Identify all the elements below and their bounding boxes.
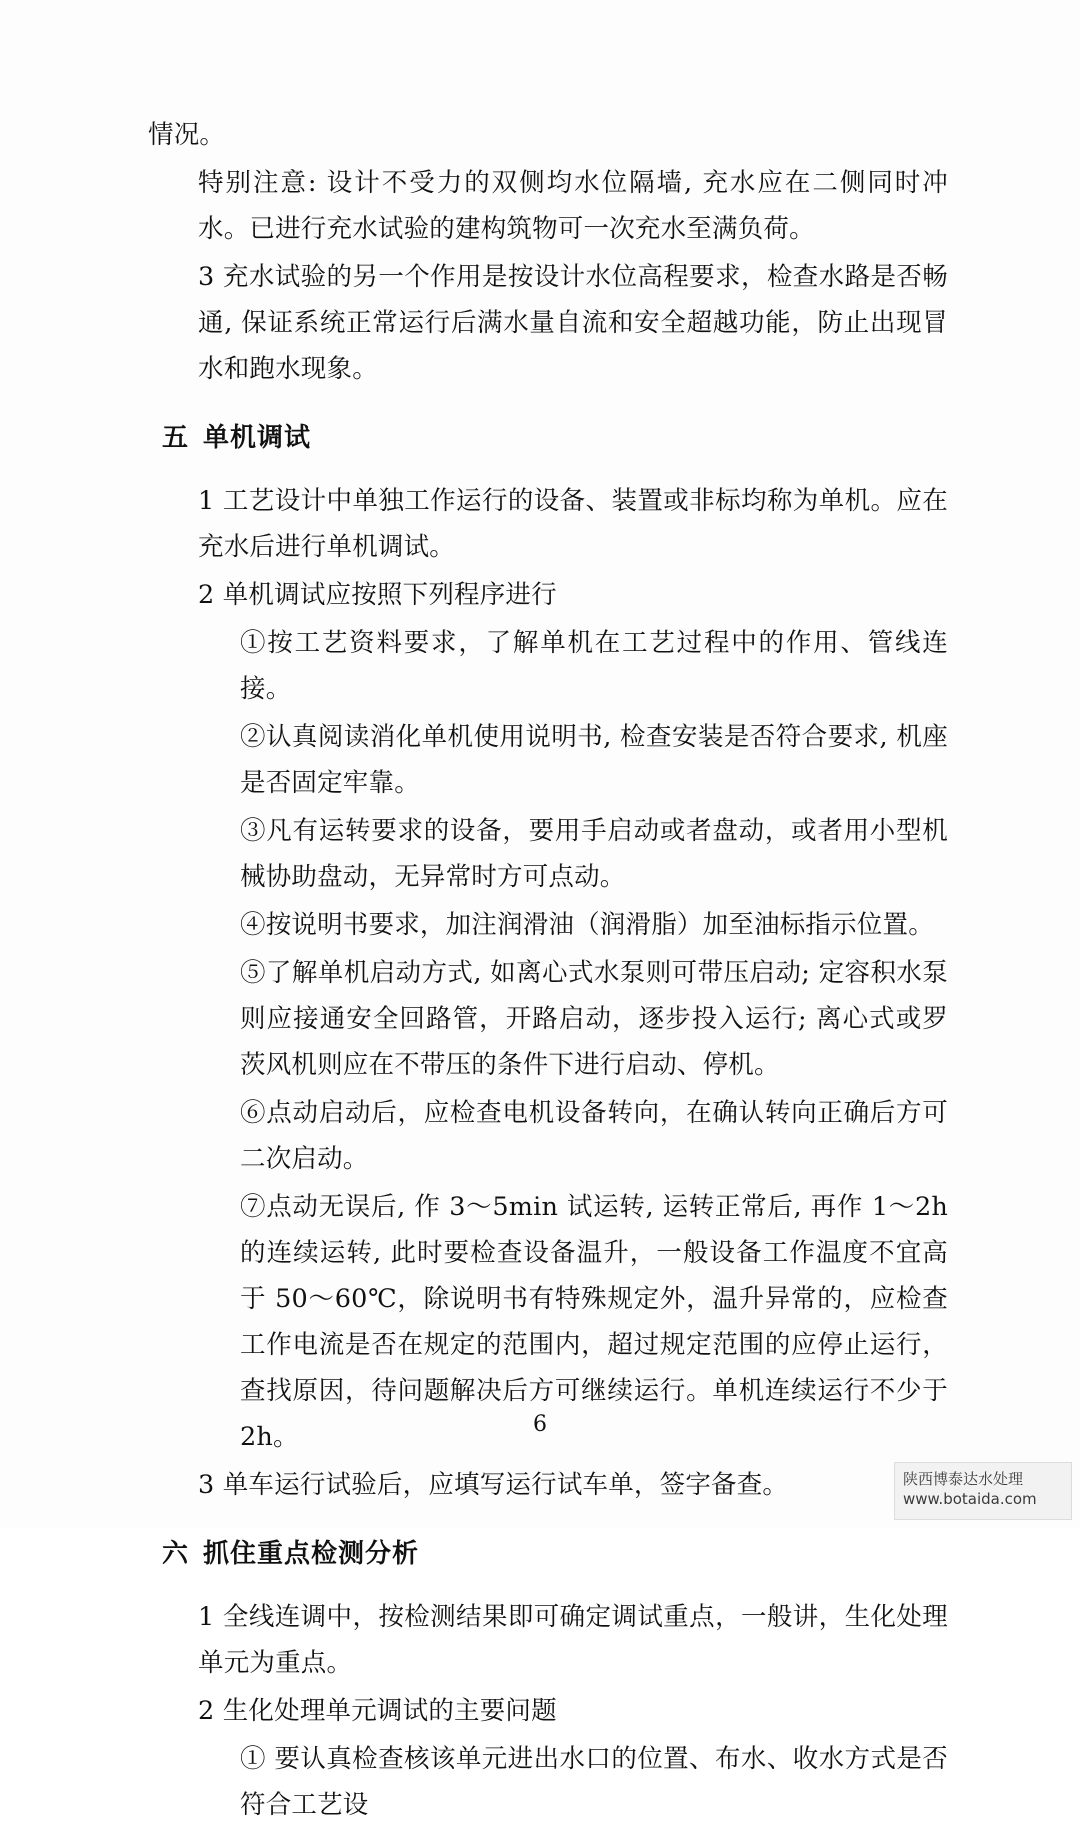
paragraph-s6-2: 2 生化处理单元调试的主要问题 <box>198 1696 557 1726</box>
paragraph-s6-2-1: ① 要认真检查核该单元进出水口的位置、布水、收水方式是否符合工艺设 <box>240 1744 948 1820</box>
paragraph-s5-2-6: ⑥点动启动后，应检查电机设备转向，在确认转向正确后方可二次启动。 <box>240 1098 948 1174</box>
section-six-number: 六 <box>162 1539 190 1569</box>
section-five-number: 五 <box>162 423 190 453</box>
paragraph-s5-2: 2 单机调试应按照下列程序进行 <box>198 580 557 610</box>
paragraph-qingkuang: 情况。 <box>148 120 226 150</box>
paragraph-item-3: 3 充水试验的另一个作用是按设计水位高程要求，检查水路是否畅通, 保证系统正常运行后满水量自流和安全超越功能，防止出现冒水和跑水现象。 <box>198 262 948 384</box>
watermark-title: 陕西博泰达水处理 <box>903 1470 1024 1488</box>
section-heading-five <box>148 418 948 458</box>
paragraph-s5-2-1: ①按工艺资料要求，了解单机在工艺过程中的作用、管线连接。 <box>240 628 948 704</box>
paragraph-s5-3: 3 单车运行试验后，应填写运行试车单，签字备查。 <box>198 1470 789 1500</box>
page-number: 6 <box>533 1412 547 1437</box>
watermark <box>894 1462 1072 1520</box>
paragraph-s5-2-3: ③凡有运转要求的设备，要用手启动或者盘动，或者用小型机械协助盘动，无异常时方可点动。 <box>240 816 948 892</box>
paragraph-s5-2-5: ⑤了解单机启动方式, 如离心式水泵则可带压启动; 定容积水泵则应接通安全回路管，开路启动，逐步投入运行; 离心式或罗茨风机则应在不带压的条件下进行启动、停机。 <box>240 958 948 1080</box>
section-heading-six <box>148 1534 948 1574</box>
paragraph-s5-2-7: ⑦点动无误后, 作 3～5min 试运转, 运转正常后, 再作 1～2h 的连续运转, 此时要检查设备温升，一般设备工作温度不宜高于 50～60℃，除说明书有特殊规定外，温升异常的，应检查工作电流是否在规定的范围内，超过规定范围的应停止运行，查找原因，待问题解决后方可继续运行。单机连续运行不少于 2h。 <box>240 1192 948 1452</box>
section-six-title: 抓住重点检测分析 <box>203 1539 420 1569</box>
document-body <box>148 112 948 1830</box>
paragraph-special-note: 特别注意: 设计不受力的双侧均水位隔墙, 充水应在二侧同时冲水。已进行充水试验的建构筑物可一次充水至满负荷。 <box>198 168 948 244</box>
section-five-title: 单机调试 <box>203 423 312 453</box>
watermark-url: www.botaida.com <box>903 1490 1037 1508</box>
paragraph-s5-2-4: ④按说明书要求，加注润滑油（润滑脂）加至油标指示位置。 <box>240 910 934 940</box>
paragraph-s6-1: 1 全线连调中，按检测结果即可确定调试重点，一般讲，生化处理单元为重点。 <box>198 1602 948 1678</box>
paragraph-s5-1: 1 工艺设计中单独工作运行的设备、装置或非标均称为单机。应在充水后进行单机调试。 <box>198 486 948 562</box>
paragraph-s5-2-2: ②认真阅读消化单机使用说明书, 检查安装是否符合要求, 机座是否固定牢靠。 <box>240 722 948 798</box>
